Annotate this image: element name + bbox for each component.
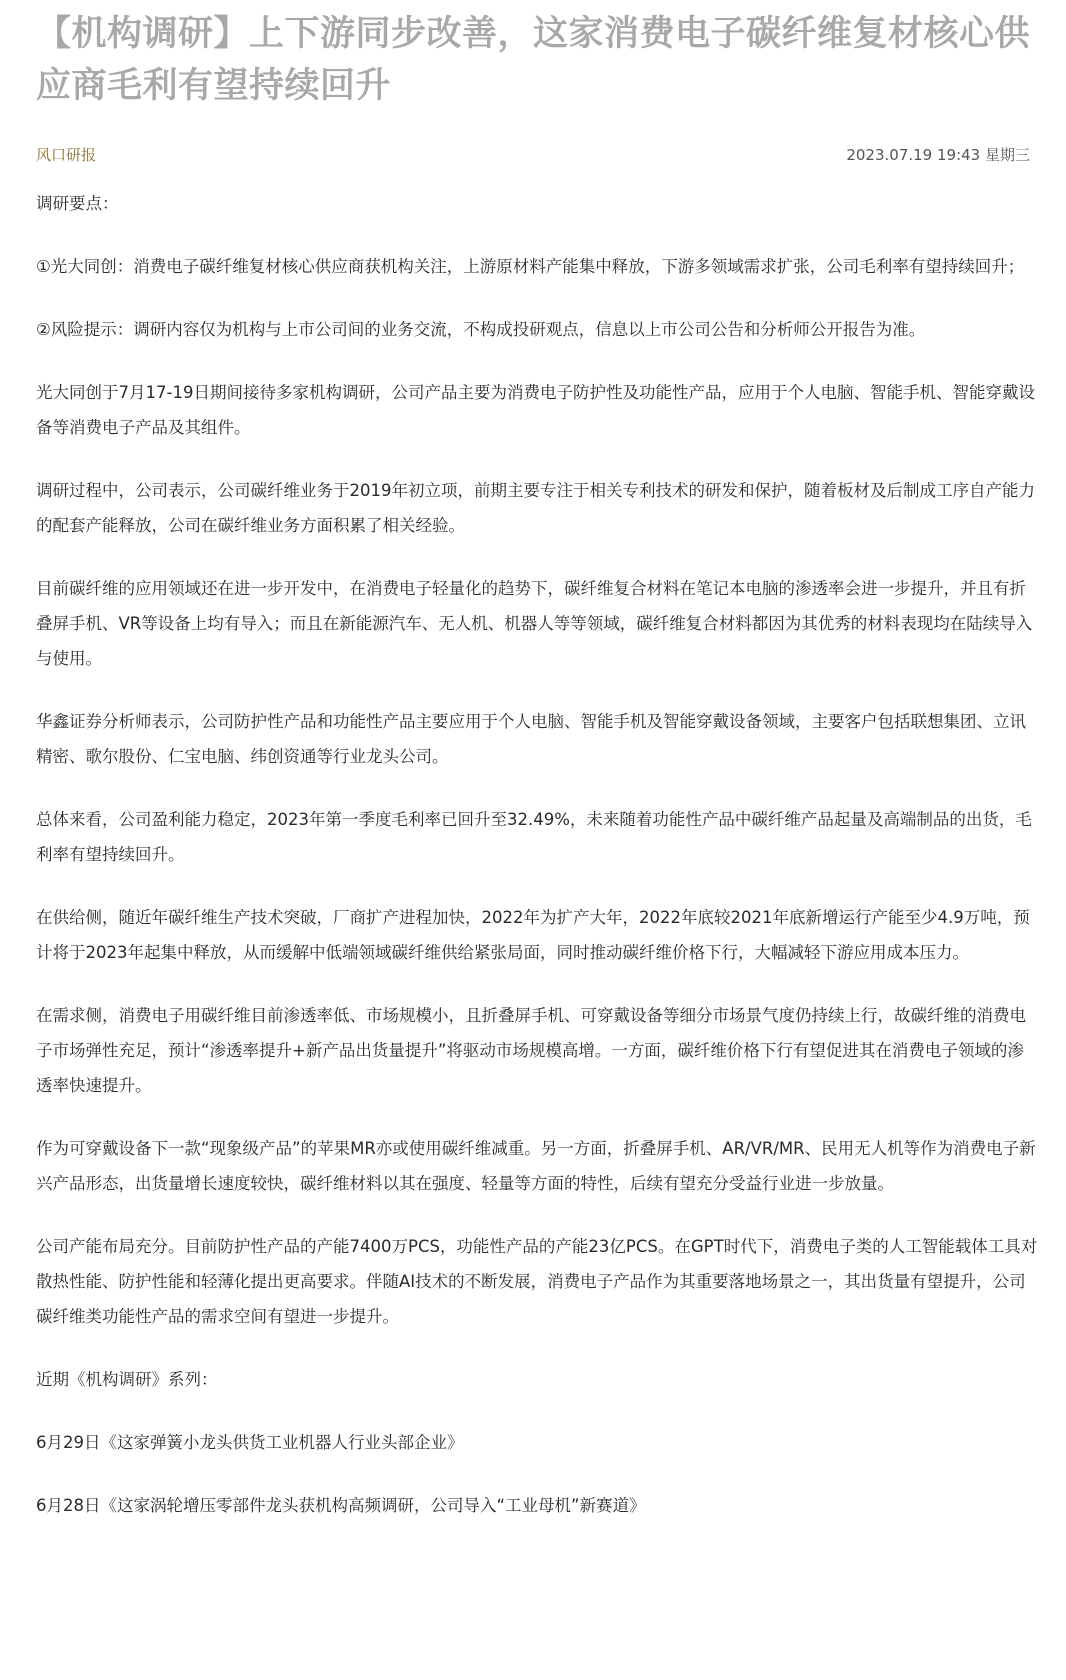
paragraph-company-intro: 光大同创于7月17-19日期间接待多家机构调研，公司产品主要为消费电子防护性及功能性产品，应用于个人电脑、智能手机、智能穿戴设备等消费电子产品及其组件。	[36, 383, 1035, 437]
paragraph-series-heading: 近期《机构调研》系列：	[36, 1370, 218, 1389]
paragraph-survey-process: 调研过程中，公司表示，公司碳纤维业务于2019年初立项，前期主要专注于相关专利技术的研发和保护，随着板材及后制成工序自产能力的配套产能释放，公司在碳纤维业务方面积累了相关经验。	[36, 481, 1035, 535]
article-datetime: 2023.07.19 19:43 星期三	[846, 145, 1030, 164]
article-source[interactable]: 风口研报	[36, 145, 97, 164]
paragraph-risk-notice: ②风险提示：调研内容仅为机构与上市公司间的业务交流，不构成投研观点，信息以上市公司公告和分析师公开报告为准。	[36, 320, 926, 339]
article-body	[36, 186, 1040, 1523]
related-article-link-1[interactable]: 6月29日《这家弹簧小龙头供货工业机器人行业头部企业》	[36, 1433, 464, 1452]
article-meta	[36, 142, 1040, 166]
related-article-link-2[interactable]: 6月28日《这家涡轮增压零部件龙头获机构高频调研，公司导入“工业母机”新赛道》	[36, 1496, 646, 1515]
paragraph-applications: 目前碳纤维的应用领域还在进一步开发中，在消费电子轻量化的趋势下，碳纤维复合材料在笔记本电脑的渗透率会进一步提升，并且有折叠屏手机、VR等设备上均有导入；而且在新能源汽车、无人机、机器人等等领域，碳纤维复合材料都因为其优秀的材料表现均在陆续导入与使用。	[36, 579, 1033, 668]
paragraph-key-point-1: ①光大同创：消费电子碳纤维复材核心供应商获机构关注，上游原材料产能集中释放，下游多领域需求扩张，公司毛利率有望持续回升；	[36, 257, 1025, 276]
paragraph-new-products: 作为可穿戴设备下一款“现象级产品”的苹果MR亦或使用碳纤维减重。另一方面，折叠屏手机、AR/VR/MR、民用无人机等作为消费电子新兴产品形态，出货量增长速度较快，碳纤维材料以其在强度、轻量等方面的特性，后续有望充分受益行业进一步放量。	[36, 1139, 1036, 1193]
paragraph-demand-side: 在需求侧，消费电子用碳纤维目前渗透率低、市场规模小，且折叠屏手机、可穿戴设备等细分市场景气度仍持续上行，故碳纤维的消费电子市场弹性充足，预计“渗透率提升+新产品出货量提升”将驱动市场规模高增。一方面，碳纤维价格下行有望促进其在消费电子领域的渗透率快速提升。	[36, 1006, 1026, 1095]
paragraph-analyst-view: 华鑫证券分析师表示，公司防护性产品和功能性产品主要应用于个人电脑、智能手机及智能穿戴设备领域，主要客户包括联想集团、立讯精密、歌尔股份、仁宝电脑、纬创资通等行业龙头公司。	[36, 712, 1026, 766]
paragraph-supply-side: 在供给侧，随近年碳纤维生产技术突破，厂商扩产进程加快，2022年为扩产大年，2022年底较2021年底新增运行产能至少4.9万吨，预计将于2023年起集中释放，从而缓解中低端领域碳纤维供给紧张局面，同时推动碳纤维价格下行，大幅减轻下游应用成本压力。	[36, 908, 1030, 962]
paragraph-capacity: 公司产能布局充分。目前防护性产品的产能7400万PCS，功能性产品的产能23亿PCS。在GPT时代下，消费电子类的人工智能载体工具对散热性能、防护性能和轻薄化提出更高要求。伴随AI技术的不断发展，消费电子产品作为其重要落地场景之一，其出货量有望提升，公司碳纤维类功能性产品的需求空间有望进一步提升。	[36, 1237, 1038, 1326]
article-title: 【机构调研】上下游同步改善，这家消费电子碳纤维复材核心供应商毛利有望持续回升	[36, 14, 1031, 106]
paragraph-key-points-heading: 调研要点：	[36, 194, 119, 213]
paragraph-profitability: 总体来看，公司盈利能力稳定，2023年第一季度毛利率已回升至32.49%，未来随着功能性产品中碳纤维产品起量及高端制品的出货，毛利率有望持续回升。	[36, 810, 1032, 864]
